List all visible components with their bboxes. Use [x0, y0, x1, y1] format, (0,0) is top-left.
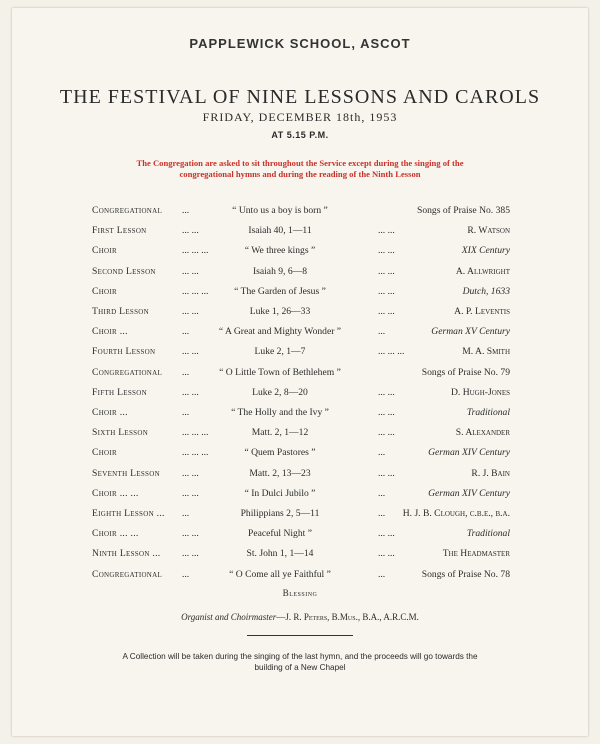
- leader-dots: ... ...: [378, 407, 395, 418]
- program-source: German XIV Century: [428, 447, 510, 459]
- leader-dots: ... ...: [182, 265, 199, 277]
- page-title: THE FESTIVAL OF NINE LESSONS AND CAROLS: [59, 86, 541, 108]
- program-part: Choir ... ...: [92, 487, 139, 499]
- program-row: [0, 245, 600, 263]
- program-part: Choir ...: [92, 407, 128, 418]
- program-row: [0, 569, 600, 587]
- program-part: Choir: [92, 285, 118, 297]
- program-row: [0, 488, 600, 506]
- leader-dots: ...: [182, 205, 190, 216]
- program-row: [0, 205, 600, 223]
- program-source: D. Hugh-Jones: [450, 386, 510, 398]
- leader-dots: ... ...: [378, 427, 395, 439]
- organist-name: —J. R. Peters, B.Mus., B.A., A.R.C.M.: [276, 612, 419, 622]
- service-time: AT 5.15 P.M.: [271, 130, 329, 140]
- program-part: Second Lesson: [92, 265, 156, 277]
- program-source: The Headmaster: [442, 548, 510, 560]
- leader-dots: ... ...: [182, 386, 199, 398]
- program-source: Songs of Praise No. 79: [421, 366, 510, 378]
- program-source: Dutch, 1633: [462, 285, 510, 297]
- leader-dots: ... ...: [378, 245, 395, 257]
- program-source: M. A. Smith: [462, 346, 510, 358]
- leader-dots: ...: [182, 508, 190, 519]
- organist-credit: [0, 612, 600, 622]
- program-row: [0, 346, 600, 364]
- program-source: Traditional: [466, 528, 510, 540]
- program-row: [0, 407, 600, 425]
- leader-dots: ...: [378, 508, 386, 519]
- leader-dots: ... ...: [182, 467, 199, 479]
- program-item: Isaiah 9, 6—8: [252, 265, 308, 277]
- program-item: “ Quem Pastores ”: [244, 447, 316, 459]
- program-item: “ The Garden of Jesus ”: [234, 285, 326, 297]
- leader-dots: ... ...: [378, 548, 395, 560]
- program-row: [0, 427, 600, 445]
- leader-dots: ... ...: [378, 285, 395, 297]
- program-item: “ We three kings ”: [244, 245, 316, 257]
- leader-dots: ...: [378, 447, 386, 459]
- leader-dots: ... ...: [378, 265, 395, 277]
- leader-dots: ... ...: [182, 225, 199, 237]
- leader-dots: ... ...: [182, 306, 199, 317]
- service-date: FRIDAY, DECEMBER 18th, 1953: [202, 110, 398, 124]
- leader-dots: ... ... ...: [182, 427, 209, 439]
- program-part: Choir ...: [92, 326, 128, 338]
- program-row: [0, 548, 600, 566]
- program-source: German XV Century: [431, 326, 510, 338]
- program-part: Seventh Lesson: [92, 467, 160, 479]
- program-part: Congregational: [92, 568, 163, 580]
- program-item: Luke 2, 8—20: [252, 386, 308, 398]
- leader-dots: ...: [182, 326, 190, 338]
- program-item: Isaiah 40, 1—11: [248, 225, 312, 237]
- leader-dots: ...: [182, 568, 190, 580]
- program-row: [0, 225, 600, 243]
- school-name: PAPPLEWICK SCHOOL, ASCOT: [189, 36, 411, 51]
- program-source: Traditional: [466, 407, 510, 418]
- program-source: XIX Century: [461, 245, 510, 257]
- program-item: “ A Great and Mighty Wonder ”: [218, 326, 342, 338]
- leader-dots: ... ...: [182, 487, 199, 499]
- program-source: A. P. Leventis: [454, 306, 510, 317]
- program-part: Choir: [92, 245, 118, 257]
- program-part: Congregational: [92, 205, 163, 216]
- leader-dots: ... ...: [182, 528, 199, 540]
- program-part: First Lesson: [92, 225, 147, 237]
- program-item: Luke 1, 26—33: [249, 306, 311, 317]
- leader-dots: ... ...: [378, 306, 395, 317]
- program-part: Fifth Lesson: [92, 386, 147, 398]
- program-item: “ Unto us a boy is born ”: [232, 205, 328, 216]
- program-row: [0, 286, 600, 304]
- leader-dots: ... ...: [182, 548, 199, 560]
- leader-dots: ... ...: [182, 346, 199, 358]
- program-part: Fourth Lesson: [92, 346, 156, 358]
- leader-dots: ... ... ...: [182, 245, 209, 257]
- program-source: R. Watson: [467, 225, 510, 237]
- program-item: Peaceful Night ”: [248, 528, 312, 540]
- program-part: Choir ... ...: [92, 528, 139, 540]
- leader-dots: ... ...: [378, 528, 395, 540]
- program-row: [0, 387, 600, 405]
- program-row: [0, 326, 600, 344]
- program-row: [0, 306, 600, 324]
- program-item: “ O Little Town of Bethlehem ”: [219, 366, 341, 378]
- program-source: Songs of Praise No. 385: [416, 205, 510, 216]
- program-item: “ O Come all ye Faithful ”: [229, 568, 331, 580]
- program-source: German XIV Century: [428, 487, 510, 499]
- program-part: Eighth Lesson ...: [92, 508, 165, 519]
- leader-dots: ...: [378, 568, 386, 580]
- program-item: St. John 1, 1—14: [246, 548, 314, 560]
- program-row: [0, 468, 600, 486]
- blessing: Blessing: [282, 588, 318, 598]
- program-item: “ In Dulci Jubilo ”: [244, 487, 316, 499]
- leader-dots: ... ...: [378, 225, 395, 237]
- leader-dots: ...: [182, 407, 190, 418]
- program-source: A. Allwright: [455, 265, 510, 277]
- program-source: R. J. Bain: [471, 467, 510, 479]
- leader-dots: ... ... ...: [182, 285, 209, 297]
- program-part: Choir: [92, 447, 118, 459]
- congregation-notice: The Congregation are asked to sit throughout the Service except during the singing of the congregational hymns and during the reading of the Ninth Lesson: [136, 158, 464, 179]
- program-part: Congregational: [92, 366, 163, 378]
- leader-dots: ... ...: [378, 386, 395, 398]
- program-part: Ninth Lesson ...: [92, 548, 161, 560]
- program-row: [0, 266, 600, 284]
- collection-notice: A Collection will be taken during the singing of the last hymn, and the proceeds will go towards the building of a New Chapel: [122, 652, 478, 672]
- program-item: Matt. 2, 13—23: [249, 467, 311, 479]
- program-item: “ The Holly and the Ivy ”: [231, 407, 329, 418]
- leader-dots: ... ...: [378, 467, 395, 479]
- leader-dots: ... ... ...: [182, 447, 209, 459]
- leader-dots: ... ... ...: [378, 346, 405, 358]
- leader-dots: ...: [378, 487, 386, 499]
- program-part: Third Lesson: [92, 306, 150, 317]
- program-source: H. J. B. Clough, c.b.e., b.a.: [402, 508, 510, 519]
- program-item: Philippians 2, 5—11: [240, 508, 320, 519]
- organist-role: Organist and Choirmaster: [181, 612, 277, 622]
- program-item: Matt. 2, 1—12: [251, 427, 309, 439]
- program-item: Luke 2, 1—7: [254, 346, 306, 358]
- program-row: [0, 447, 600, 465]
- program-row: [0, 508, 600, 526]
- leader-dots: ...: [182, 366, 190, 378]
- leader-dots: ...: [378, 326, 386, 338]
- program-part: Sixth Lesson: [92, 427, 149, 439]
- program-row: [0, 367, 600, 385]
- program-row: [0, 528, 600, 546]
- program-source: S. Alexander: [455, 427, 510, 439]
- divider-rule: [247, 635, 353, 636]
- program-source: Songs of Praise No. 78: [421, 568, 510, 580]
